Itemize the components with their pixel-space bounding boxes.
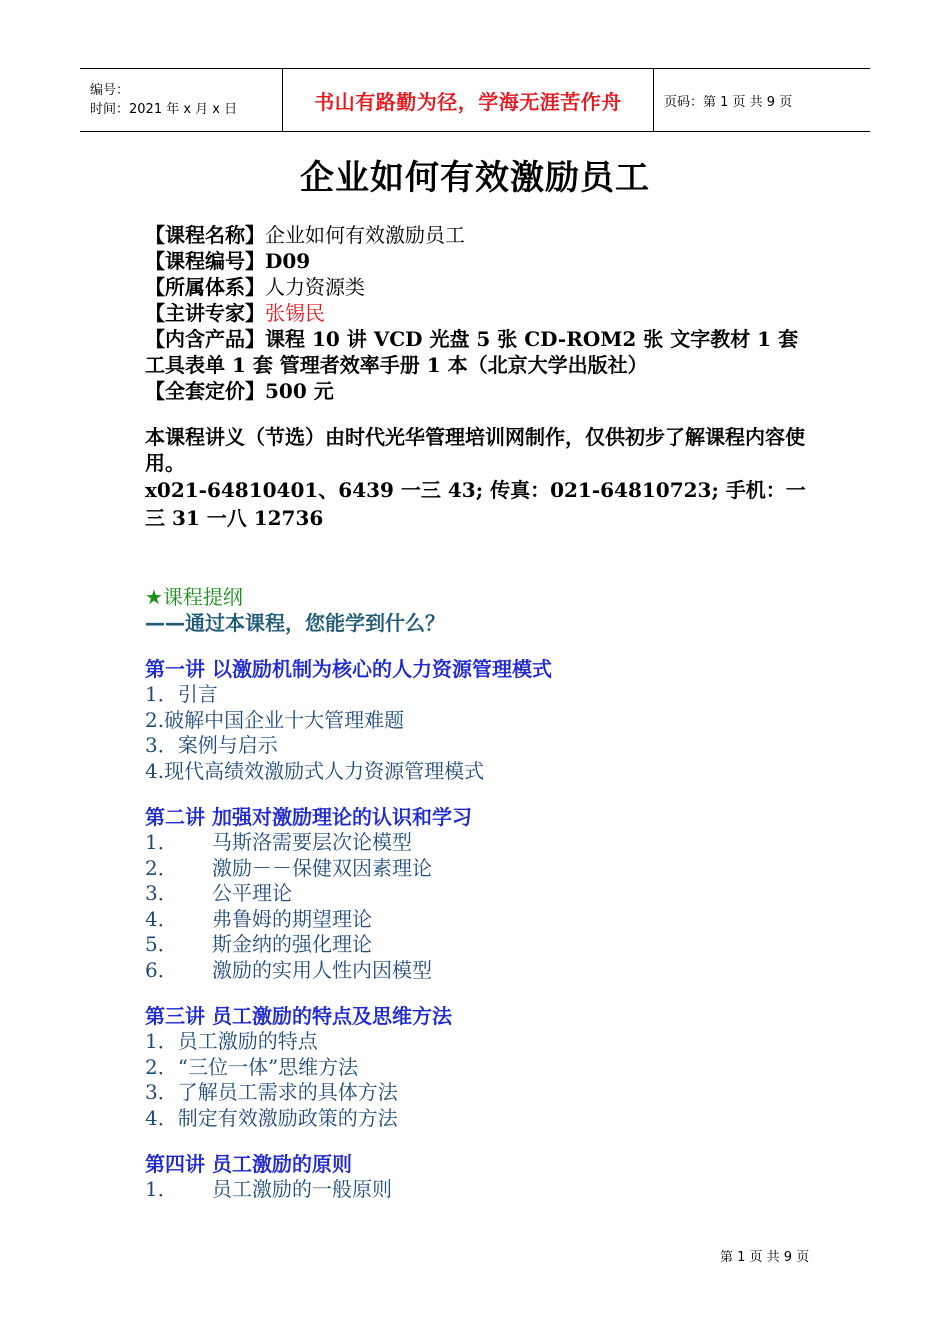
info-value: 企业如何有效激励员工: [265, 223, 465, 247]
item-text: 破解中国企业十大管理难题: [164, 707, 405, 732]
item-number: 2．: [145, 1054, 178, 1079]
item-number: 4.: [145, 758, 165, 783]
info-key: 【课程名称】: [145, 223, 265, 247]
expert-name: 张锡民: [265, 301, 325, 325]
item-number: 3．: [145, 1080, 178, 1104]
item-text: 员工激励的一般原则: [212, 1177, 392, 1201]
list-item: [145, 932, 815, 958]
list-item: [145, 733, 815, 759]
item-number: 4．: [145, 906, 178, 931]
info-course-code: [145, 248, 815, 274]
list-item: [145, 881, 815, 907]
document-body: [145, 222, 815, 1203]
list-item: [145, 1055, 815, 1081]
notice-text: 本课程讲义（节选）由时代光华管理培训网制作，仅供初步了解课程内容使用。: [145, 425, 805, 475]
item-number: 1．: [145, 830, 178, 854]
list-item: [145, 1177, 815, 1203]
item-number: 1．: [145, 682, 178, 706]
lecture-title: 第二讲 加强对激励理论的认识和学习: [145, 805, 472, 829]
item-number: 4．: [145, 1105, 178, 1130]
item-text: 现代高绩效激励式人力资源管理模式: [164, 758, 485, 783]
list-item: [145, 958, 815, 984]
document-title: 企业如何有效激励员工: [300, 158, 650, 198]
page-footer: 第 1 页 共 9 页: [720, 1250, 810, 1265]
info-key: 【主讲专家】: [145, 301, 265, 325]
info-value: 500 元: [265, 379, 334, 403]
info-value: 课程 10 讲 VCD 光盘 5 张 CD-ROM2 张 文字教材 1 套 工具表单 1 套 管理者效率手册 1 本（北京大学出版社）: [145, 327, 799, 377]
info-key: 【课程编号】: [145, 249, 265, 273]
page-label: 页码：第 1 页 共 9 页: [664, 94, 793, 110]
info-value: D09: [265, 249, 311, 273]
list-item: [145, 907, 815, 933]
info-products: [145, 326, 815, 378]
spacer: [145, 784, 815, 804]
item-number: 2．: [145, 855, 178, 880]
spacer: [145, 404, 815, 424]
info-expert: [145, 300, 815, 326]
item-text: 斯金纳的强化理论: [212, 932, 372, 956]
list-item: [145, 708, 815, 734]
item-text: 制定有效激励政策的方法: [177, 1105, 398, 1130]
lecture-title: 第四讲 员工激励的原则: [145, 1152, 352, 1176]
contact-text: x021-64810401、6439 一三 43; 传真：021-64810723; 手机：一三 31 一八 12736: [145, 478, 806, 530]
item-text: 员工激励的特点: [177, 1029, 318, 1053]
header-page: [654, 69, 870, 131]
spacer: [145, 532, 815, 584]
header-motto: [282, 69, 654, 131]
item-number: 6．: [145, 957, 178, 982]
header-meta: [80, 69, 282, 131]
lecture-title: 第一讲 以激励机制为核心的人力资源管理模式: [145, 657, 552, 681]
item-number: 5．: [145, 932, 178, 956]
item-number: 1．: [145, 1029, 178, 1053]
item-text: 引言: [177, 682, 218, 706]
spacer: [145, 983, 815, 1003]
item-text: 马斯洛需要层次论模型: [212, 830, 412, 854]
item-text: 公平理论: [212, 881, 292, 905]
list-item: [145, 830, 815, 856]
list-item: [145, 1029, 815, 1055]
spacer: [145, 1131, 815, 1151]
item-text: 激励－－保健双因素理论: [212, 855, 432, 880]
info-price: [145, 378, 815, 404]
number-label: 编号：: [90, 83, 130, 98]
item-text: 激励的实用人性内因模型: [212, 957, 432, 982]
page-header: [80, 68, 870, 132]
item-number: 1．: [145, 1177, 178, 1201]
info-key: 【内含产品】: [145, 327, 265, 351]
outline-heading: ★课程提纲: [145, 585, 243, 609]
list-item: [145, 1080, 815, 1106]
item-text: 弗鲁姆的期望理论: [212, 906, 372, 931]
list-item: [145, 856, 815, 882]
spacer: [145, 636, 815, 656]
outline-subheading: ——通过本课程，您能学到什么？: [145, 611, 445, 635]
item-text: 了解员工需求的具体方法: [177, 1080, 398, 1104]
info-system: [145, 274, 815, 300]
list-item: [145, 1106, 815, 1132]
motto-text: 书山有路勤为径，学海无涯苦作舟: [314, 89, 622, 114]
info-value: 人力资源类: [265, 275, 365, 299]
item-number: 3．: [145, 733, 178, 757]
item-number: 2.: [145, 707, 165, 732]
lecture-title: 第三讲 员工激励的特点及思维方法: [145, 1004, 452, 1028]
time-label: 时间：2021 年 x 月 x 日: [90, 102, 238, 117]
item-text: 案例与启示: [177, 733, 278, 757]
list-item: [145, 759, 815, 785]
info-course-name: [145, 222, 815, 248]
item-number: 3．: [145, 881, 178, 905]
info-key: 【全套定价】: [145, 379, 265, 403]
info-key: 【所属体系】: [145, 275, 265, 299]
list-item: [145, 682, 815, 708]
item-text: “三位一体”思维方法: [177, 1054, 359, 1079]
